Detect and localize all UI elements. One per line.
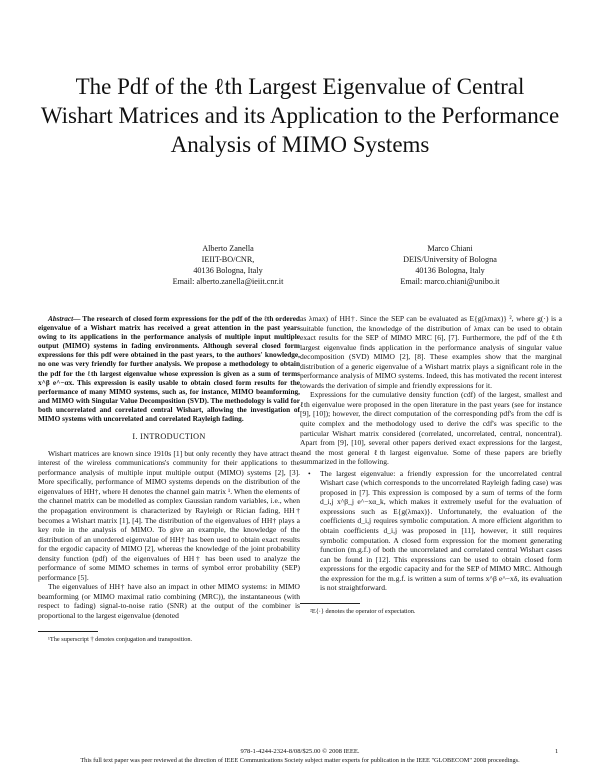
- body-paragraph: Wishart matrices are known since 1910s [1] but only recently they have attract the interest of the wireless communications's community for their applications to the performance analysis of multiple input multiple output (MIMO) systems [2], [3]. More specifically, performance of MIMO systems depends on the distribution of the eigenvalues of HH†, where H denotes the channel gain matrix ¹. When the elements of the channel matrix can be modelled as complex Gaussian random variables, i.e., when the propagation environment is characterized by Rayleigh or Rician fading, HH† becomes a Wishart matrix [1], [4]. The distribution of the eigenvalues of HH† plays a key role in the analysis of MIMO. To give an example, the knowledge of the distribution of an unordered eigenvalue of HH† has been used to obtain exact results for the ergodic capacity of MIMO [2], whereas the knowledge of the joint probability density function (pdf) of the eigenvalues of HH† has been used to analyze the performance of some MIMO schemes in terms of symbol error probability (SEP) performance [5].: [38, 448, 300, 582]
- page-number: 1: [555, 748, 559, 755]
- abstract-label: Abstract—: [48, 314, 81, 323]
- review-notice: This full text paper was peer reviewed at the direction of IEEE Communications Society subject matter experts for publication in the IEEE "GLOBECOM" 2008 proceedings.: [80, 757, 520, 764]
- footnote: ¹The superscript † denotes conjugation and transposition.: [48, 635, 193, 643]
- footnote-divider: [300, 603, 360, 604]
- author-affiliation: DEIS/University of Bologna: [403, 255, 497, 264]
- author-email: Email: marco.chiani@unibo.it: [400, 277, 500, 286]
- body-paragraph: Expressions for the cumulative density function (cdf) of the largest, smallest and ℓth eigenvalue were proposed in the open literature in the past years (see for instance [9], [10]); however, the direct computation of the corresponding pdf's from the cdf is quite complex and the methodology used to derive the cdf's was specific to the particular Wishart matrix considered (correlated, uncorrelated, central, noncentral). Apart from [9], [10], several other papers derived exact expressions for the largest, and the most general ℓth largest eigenvalue. Some of these papers are briefly summarized in the following.: [300, 390, 562, 467]
- isbn-line: 978-1-4244-2324-8/08/$25.00 © 2008 IEEE.: [240, 748, 360, 755]
- author-address: 40136 Bologna, Italy: [193, 266, 263, 275]
- bullet-item: [300, 469, 562, 593]
- body-paragraph: as λmax) of HH†. Since the SEP can be evaluated as E{g(λmax)} ², where g(·) is a suitable function, the knowledge of the distribution of λmax can be used to obtain exact results for the SEP of MIMO MRC [6], [7]. Furthermore, the pdf of the ℓth largest eigenvalue finds application in the performance analysis of singular value decomposition (SVD) MIMO [2], [8]. These examples show that the marginal distribution of a generic eigenvalue of a Wishart matrix plays a significant role in the performance analysis of MIMO systems. Indeed, this has motivated the recent interest towards the derivation of simple and friendly expressions for it.: [300, 314, 562, 390]
- bullet-icon: •: [308, 468, 311, 478]
- author-address: 40136 Bologna, Italy: [415, 266, 485, 275]
- section-heading: I. INTRODUCTION: [132, 432, 206, 442]
- left-column: [38, 314, 300, 644]
- abstract: [38, 314, 300, 423]
- footnote-divider: [38, 631, 98, 632]
- author-block-1: [128, 243, 328, 287]
- author-email: Email: alberto.zanella@ieiit.cnr.it: [172, 277, 284, 286]
- author-affiliation: IEIIT-BO/CNR,: [201, 255, 255, 264]
- right-column: [300, 314, 562, 616]
- author-block-2: [350, 243, 550, 287]
- author-name: Marco Chiani: [427, 244, 473, 253]
- bullet-text: The largest eigenvalue: a friendly expression for the uncorrelated central Wishart case (which corresponds to the uncorrelated Rayleigh fading case) was proposed in [7]. This expression is composed by a sum of terms of the form d_i,j x^β_j e^−xα_k, which makes it extremely useful for the evaluation of expressions such as E{g(λmax)}. Unfortunately, the evaluation of the coefficients d_i,j requires symbolic computation. A more efficient algorithm to obtain coefficients d_i,j was proposed in [11], however, it still requires symbolic computation. A closed form expression for the moment generating function (m.g.f.) of both the uncorrelated and correlated central Wishart cases can be found in [12]. This expressions can be used to obtain closed form expressions for the ergodic capacity and for the SEP of MIMO MRC. Although the expression for the m.g.f. is written a sum of terms x^β e^−xδ, its evaluation is not straightforward.: [320, 468, 562, 593]
- paper-title: The Pdf of the ℓth Largest Eigenvalue of Central Wishart Matrices and its Application to the Performance Analysis of MIMO Systems: [40, 74, 560, 157]
- footnote: ²E{·} denotes the operator of expectation.: [310, 607, 416, 615]
- abstract-text: The research of closed form expressions for the pdf of the ℓth ordered eigenvalue of a Wishart matrix has received a great attention in the past years owing to its applications in the performance analysis of multiple input multiple output (MIMO) systems in fading environments. Although several closed form expressions for this pdf were obtained in the past years, to the authors' knowledge, no one was very friendly for further analysis. We propose a methodology to obtain the pdf for the ℓth largest eigenvalue whose expression is given as a sum of terms x^β e^−αx. This expression is easily usable to obtain closed form results for the performance of many MIMO systems, such as, for instance, MIMO beamforming, and MIMO with Singular Value Decomposition (SVD). The methodology is valid for both uncorrelated and correlated central Wishart, allowing the investigation of MIMO systems with uncorrelated and correlated Rayleigh fading.: [38, 314, 300, 424]
- author-name: Alberto Zanella: [202, 244, 254, 253]
- body-paragraph: The eigenvalues of HH† have also an impact in other MIMO systems: in MIMO beamforming (or MIMO maximal ratio combining (MRC)), the instantaneous (with respect to fading) signal-to-noise ratio (SNR) at the output of the combiner is proportional to the largest eigenvalue (denoted: [38, 582, 300, 620]
